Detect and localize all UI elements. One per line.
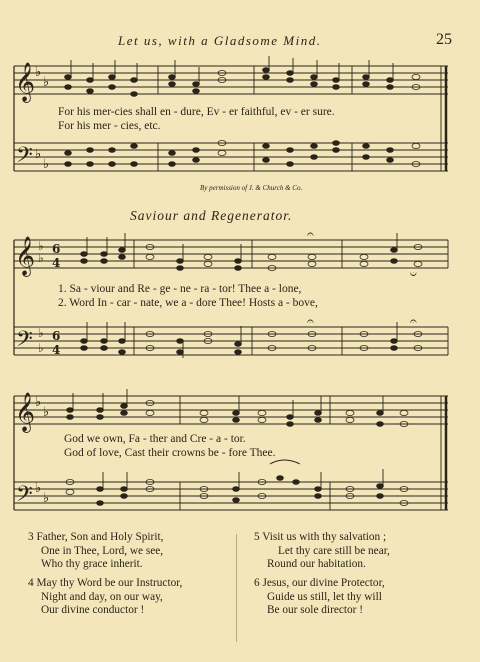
svg-text:4: 4 xyxy=(52,256,61,270)
staff-1-bass xyxy=(14,143,448,171)
verse2-lyric-system-3: God of love, Cast their crowns be - fore Thee. xyxy=(64,447,276,459)
svg-text:𝄐: 𝄐 xyxy=(307,227,314,241)
svg-text:𝄞: 𝄞 xyxy=(15,236,36,276)
verse-5: 5 Visit us with thy salvation ; Let thy care still be near, Round our habitation. xyxy=(254,531,390,570)
verse1-lyric-system-2: 1. Sa - viour and Re - ge - ne - ra - tor! Thee a - lone, xyxy=(58,283,302,295)
svg-text:4: 4 xyxy=(52,343,61,357)
svg-text:♭: ♭ xyxy=(38,251,44,265)
svg-text:𝄢: 𝄢 xyxy=(16,482,33,512)
verse-6: 6 Jesus, our divine Protector, Guide us still, let thy will Be our sole director ! xyxy=(254,577,385,616)
permission-credit: By permission of J. & Church & Co. xyxy=(200,184,303,192)
page-number: 25 xyxy=(436,31,452,48)
svg-text:♭: ♭ xyxy=(43,75,50,90)
treble-clef-icon: 𝄞 xyxy=(15,62,36,102)
hymn-title: Saviour and Regenerator. xyxy=(130,208,293,223)
lyric-line-1: For his mer-cies shall en - dure, Ev - er faithful, ev - er sure. xyxy=(58,106,335,118)
lyric-line-2: For his mer - cies, etc. xyxy=(58,120,161,132)
svg-text:♭: ♭ xyxy=(43,405,50,420)
svg-text:𝄞: 𝄞 xyxy=(15,392,36,432)
svg-text:6: 6 xyxy=(52,329,61,343)
verse2-lyric-system-2: 2. Word In - car - nate, we a - dore Thee! Hosts a - bove, xyxy=(58,297,318,309)
svg-text:𝄐: 𝄐 xyxy=(307,314,314,328)
svg-text:𝄐: 𝄐 xyxy=(410,314,417,328)
svg-text:♭: ♭ xyxy=(43,491,50,506)
staff-1-treble xyxy=(14,66,448,94)
svg-text:♭: ♭ xyxy=(35,65,42,80)
svg-text:♭: ♭ xyxy=(38,326,44,340)
svg-text:♭: ♭ xyxy=(38,341,44,355)
svg-text:𝄢: 𝄢 xyxy=(16,327,33,357)
verse-4: 4 May thy Word be our Instructor, Night and day, on our way, Our divine conductor ! xyxy=(28,577,183,616)
svg-text:6: 6 xyxy=(52,242,61,256)
page-header-title: Let us, with a Gladsome Mind. xyxy=(118,33,322,48)
svg-text:♭: ♭ xyxy=(35,395,42,410)
svg-text:♭: ♭ xyxy=(43,157,50,172)
staff-2-bass xyxy=(14,327,448,355)
svg-text:♭: ♭ xyxy=(35,481,42,496)
verse-column-divider xyxy=(236,534,237,642)
staff-2-treble xyxy=(14,240,448,268)
verse-3: 3 Father, Son and Holy Spirit, One in Thee, Lord, we see, Who thy grace inherit. xyxy=(28,531,164,570)
bass-clef-icon: 𝄢 xyxy=(16,143,33,173)
svg-text:♭: ♭ xyxy=(38,239,44,253)
verse1-lyric-system-3: God we own, Fa - ther and Cre - a - tor. xyxy=(64,433,246,445)
svg-text:𝄑: 𝄑 xyxy=(410,267,417,281)
svg-text:♭: ♭ xyxy=(35,147,42,162)
